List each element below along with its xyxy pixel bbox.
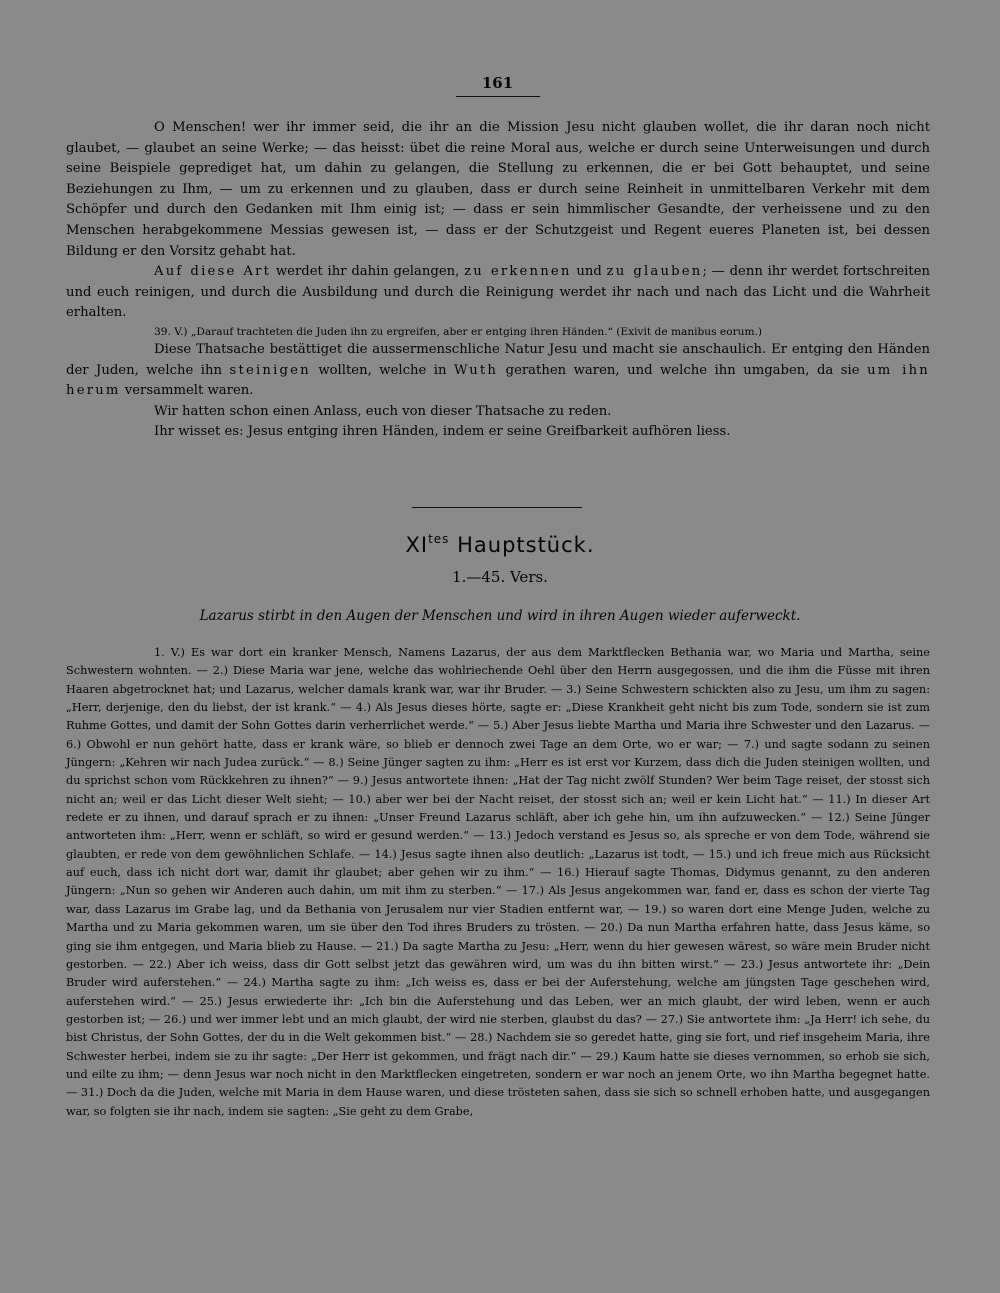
chapter-verse-range: 1.—45. Vers. [452, 568, 548, 586]
chapter-number: XI [405, 533, 429, 557]
page-number: 161 [481, 74, 514, 92]
commentary-text: gerathen waren, und welche ihn umgaben, da sie [498, 362, 868, 378]
conclusion-text: ; — denn ihr werdet fortschreiten und euch reinigen, und durch die Ausbildung und durch die Reinigung werdet ihr nach und nach das Licht und die Wahrheit erhalten. [66, 264, 930, 321]
scripture-paragraph: 1. V.) Es war dort ein kranker Mensch, Namens Lazarus, der aus dem Marktflecken Bethania war, wo Maria und Martha, seine Schwestern wohnten. — 2.) Diese Maria war jene, welche das wohlriechende Oehl über den Herrn ausgegossen, und die ihm die Füsse mit ihren Haaren abgetrocknet hat; und Lazarus, welcher damals krank war, war ihr Bruder. — 3.) Seine Schwestern schickten also zu Jesu, um ihm zu sagen: „Herr, derjenige, den du liebst, der ist krank.“ — 4.) Als Jesus dieses hörte, sagte er: „Diese Krankheit geht nicht bis zum Tode, sondern sie ist zum Ruhme Gottes, und damit der Sohn Gottes darin verherrlichet werde.“ — 5.) Aber Jesus liebte Martha und Maria ihre Schwester und den Lazarus. — 6.) Obwohl er nun gehört hatte, dass er krank wäre, so blieb er dennoch zwei Tage an dem Orte, wo er war; — 7.) und sagte sodann zu seinen Jüngern: „Kehren wir nach Judea zurück.“ — 8.) Seine Jünger sagten zu ihm: „Herr es ist erst vor Kurzem, dass dich die Juden steinigen wollten, und du sprichst schon vom Rückkehren zu ihnen?“ — 9.) Jesus antwortete ihnen: „Hat der Tag nicht zwölf Stunden? Wer beim Tage reiset, der stosst sich nicht an; weil er das Licht dieser Welt sieht; — 10.) aber wer bei der Nacht reiset, der stosst sich an; weil er kein Licht hat.“ — 11.) In dieser Art redete er zu ihnen, und darauf sprach er zu ihnen: „Unser Freund Lazarus schläft, aber ich gehe hin, um ihn aufzuwecken.“ — 12.) Seine Jünger antworteten ihm: „Herr, wenn er schläft, so wird er gesund werden.“ — 13.) Jedoch verstand es Jesus so, als spreche er von dem Tode, während sie glaubten, er rede von dem gewöhnlichen Schlafe. — 14.) Jesus sagte ihnen also deutlich: „Lazarus ist todt, — 15.) und ich freue mich aus Rücksicht auf euch, dass ich nicht dort war, damit ihr glaubet; aber gehen wir zu ihm.“ — 16.) Hierauf sagte Thomas, Didymus genannt, zu den anderen Jüngern: „Nun so gehen wir Anderen auch dahin, um mit ihm zu sterben.“ — 17.) Als Jesus angekommen war, fand er, dass es schon der vierte Tag war, dass Lazarus im Grabe lag, und da Bethania von Jerusalem nur vier Stadien entfernt war, — 19.) so waren dort eine Menge Juden, welche zu Martha und zu Maria gekommen waren, um sie über den Tod ihres Bruders zu trösten. — 20.) Da nun Martha erfahren hatte, dass Jesus käme, so ging sie ihm entgegen, und Maria blieb zu Hause. — 21.) Da sagte Martha zu Jesu: „Herr, wenn du hier gewesen wärest, so wäre mein Bruder nicht gestorben. — 22.) Aber ich weiss, dass dir Gott selbst jetzt das gewähren wird, um was du ihn bitten wirst.“ — 23.) Jesus antwortete ihr: „Dein Bruder wird auferstehen.“ — 24.) Martha sagte zu ihm: „Ich weiss es, dass er bei der Auferstehung, welche am jüngsten Tage geschehen wird, auferstehen wird.“ — 25.) Jesus erwiederte ihr: „Ich bin die Auferstehung und das Leben, wer an mich glaubt, der wird leben, wenn er auch gestorben ist; — 26.) und wer immer lebt und an mich glaubt, der wird nie sterben, glaubst du das? — 27.) Sie antwortete ihm: „Ja Herr! ich sehe, du bist Christus, der Sohn Gottes, der du in die Welt gekommen bist.“ — 28.) Nachdem sie so geredet hatte, ging sie fort, und rief insgeheim Maria, ihre Schwester herbei, indem sie zu ihr sagte: „Der Herr ist gekommen, und frägt nach dir.“ — 29.) Kaum hatte sie dieses vernommen, so erhob sie sich, und eilte zu ihm; — denn Jesus war noch nicht in den Marktflecken eingetreten, sondern er war noch an jenem Orte, wo ihn Martha begegnet hatte. — 31.) Doch da die Juden, welche mit Maria in dem Hause waren, und diese trösteten sahen, dass sie sich so schnell erhoben hatte, und ausgegangen war, so folgten sie ihr nach, indem sie sagten: „Sie geht zu dem Grabe, [66, 646, 930, 1118]
spaced-emphasis: zu erkennen [464, 264, 572, 280]
intro-paragraph: O Menschen! wer ihr immer seid, die ihr an die Mission Jesu nicht glauben wollet, die ihr daran noch nicht glaubet, — glaubet an seine Werke; — das heisst: übet die reine Moral aus, welche er durch seine Unterweisungen und durch seine Beispiele geprediget hat, um dahin zu gelangen, die Stellung zu erkennen, die er bei Gott behauptet, und seine Beziehungen zu Ihm, — um zu erkennen und zu glauben, dass er durch seine Reinheit in unmittelbaren Verkehr mit dem Schöpfer und durch den Gedanken mit Ihm einig ist; — dass er sein himmlischer Gesandte, der verheissene und zu den Menschen herabgekommene Messias gewesen ist, — dass er der Schutzgeist und Regent eueres Planeten ist, bei dessen Bildung er den Vorsitz gehabt hat. [66, 120, 930, 259]
chapter-title [0, 532, 1000, 557]
verse-quote: 39. V.) „Darauf trachteten die Juden ihn zu ergreifen, aber er entging ihren Händen.“ (Exivit de manibus eorum.) [154, 325, 763, 338]
conclusion-text: und [571, 264, 607, 280]
spaced-emphasis: um ihn herum [66, 362, 930, 399]
commentary-paragraph [66, 340, 930, 402]
conclusion-text: werdet ihr dahin gelangen, [271, 264, 465, 280]
spaced-emphasis: steinigen [229, 362, 311, 378]
commentary-text: wollten, welche in [310, 362, 455, 378]
chapter-subtitle: Lazarus stirbt in den Augen der Menschen und wird in ihren Augen wieder auferweckt. [199, 608, 801, 624]
conclusion-paragraph [66, 262, 930, 324]
chapter-label: Hauptstück. [449, 533, 595, 557]
section-divider [412, 507, 582, 508]
spaced-emphasis: Auf diese Art [154, 264, 272, 280]
commentary-block [66, 118, 930, 443]
commentary-text: Diese Thatsache bestättiget die aussermenschliche Natur Jesu und macht sie anschaulich. Er entging den Händen der Juden, welche ihn [66, 341, 930, 378]
closing-line: Wir hatten schon einen Anlass, euch von dieser Thatsache zu reden. [154, 403, 612, 419]
scripture-text-block [66, 644, 930, 1121]
spaced-emphasis: Wuth [454, 362, 499, 378]
commentary-text: versammelt waren. [120, 383, 254, 399]
page-number-rule [456, 96, 540, 97]
spaced-emphasis: zu glauben [606, 264, 703, 280]
chapter-ordinal-suffix: tes [428, 532, 450, 546]
closing-line: Ihr wisset es: Jesus entging ihren Händen, indem er seine Greifbarkeit aufhören liess. [154, 424, 731, 440]
